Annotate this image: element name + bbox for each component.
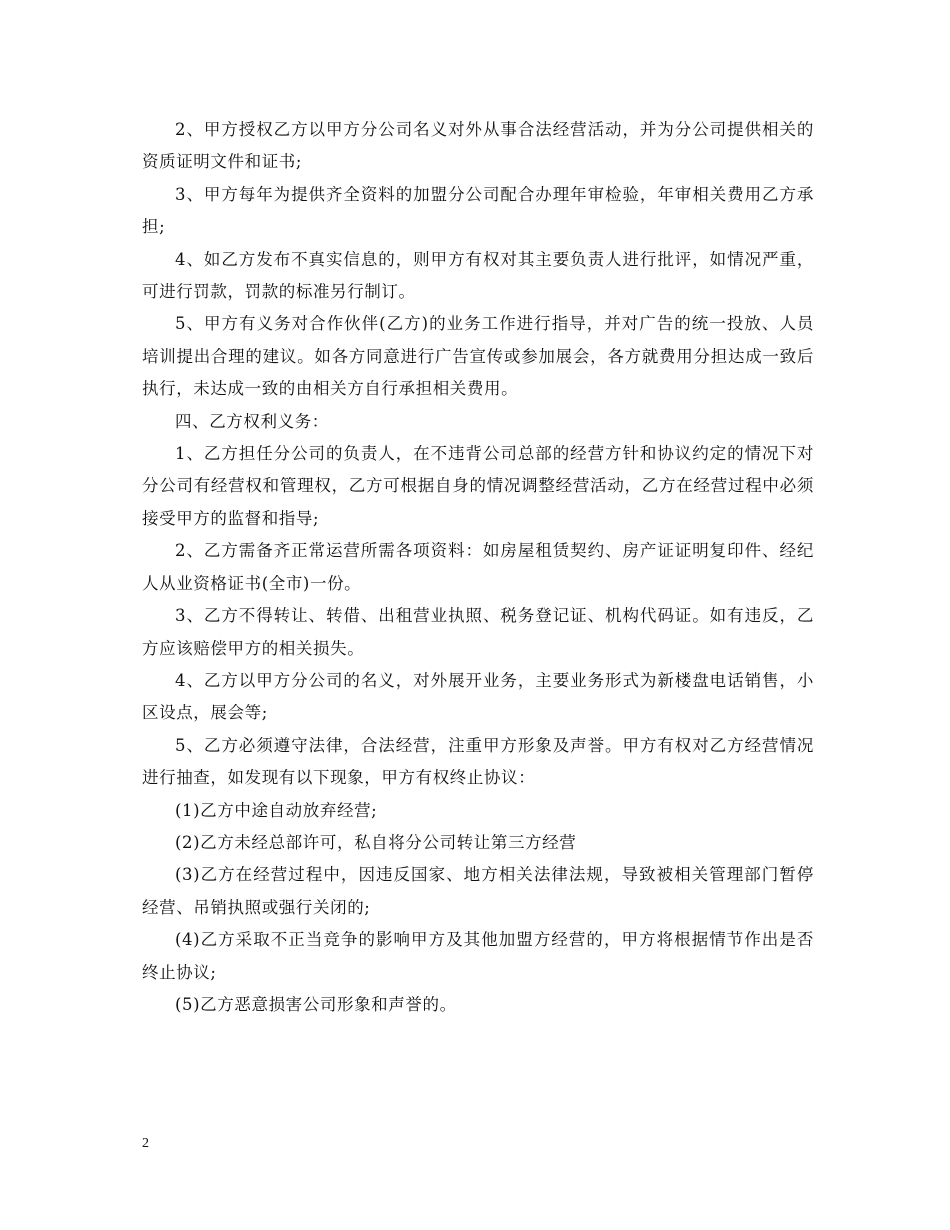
paragraph-6: 2、乙方需备齐正常运营所需各项资料：如房屋租赁契约、房产证证明复印件、经纪人从业资格证书(全市)一份。 bbox=[142, 541, 814, 593]
paragraph-1: 2、甲方授权乙方以甲方分公司名义对外从事合法经营活动，并为分公司提供相关的资质证明文件和证书; bbox=[142, 120, 814, 172]
paragraph-4: 5、甲方有义务对合作伙伴(乙方)的业务工作进行指导，并对广告的统一投放、人员培训提出合理的建议。如各方同意进行广告宣传或参加展会，各方就费用分担达成一致后执行，未达成一致的由相关方自行承担相关费用。 bbox=[142, 314, 814, 399]
paragraph-7: 3、乙方不得转让、转借、出租营业执照、税务登记证、机构代码证。如有违反，乙方应该赔偿甲方的相关损失。 bbox=[142, 606, 814, 658]
page-number: 2 bbox=[142, 1136, 149, 1151]
list-item-1: (1)乙方中途自动放弃经营; bbox=[175, 800, 378, 820]
list-item-4: (4)乙方采取不正当竞争的影响甲方及其他加盟方经营的，甲方将根据情节作出是否终止协议; bbox=[142, 930, 814, 982]
paragraph-2: 3、甲方每年为提供齐全资料的加盟分公司配合办理年审检验，年审相关费用乙方承担; bbox=[142, 184, 814, 237]
list-item-2: (2)乙方未经总部许可，私自将分公司转让第三方经营 bbox=[175, 832, 577, 852]
list-item-3: (3)乙方在经营过程中，因违反国家、地方相关法律法规，导致被相关管理部门暂停经营、吊销执照或强行关闭的; bbox=[142, 865, 814, 917]
paragraph-8: 4、乙方以甲方分公司的名义，对外展开业务，主要业务形式为新楼盘电话销售，小区设点，展会等; bbox=[142, 670, 814, 723]
paragraph-9: 5、乙方必须遵守法律，合法经营，注重甲方形象及声誉。甲方有权对乙方经营情况进行抽查，如发现有以下现象，甲方有权终止协议： bbox=[142, 735, 814, 788]
paragraph-3: 4、如乙方发布不真实信息的，则甲方有权对其主要负责人进行批评，如情况严重，可进行罚款，罚款的标准另行制订。 bbox=[142, 249, 814, 302]
document-body bbox=[142, 114, 814, 1021]
list-item-5: (5)乙方恶意损害公司形象和声誉的。 bbox=[175, 994, 457, 1014]
paragraph-5: 1、乙方担任分公司的负责人，在不违背公司总部的经营方针和协议约定的情况下对分公司有经营权和管理权，乙方可根据自身的情况调整经营活动，乙方在经营过程中必须接受甲方的监督和指导; bbox=[142, 444, 814, 528]
section-heading-4: 四、乙方权利义务： bbox=[175, 411, 329, 431]
